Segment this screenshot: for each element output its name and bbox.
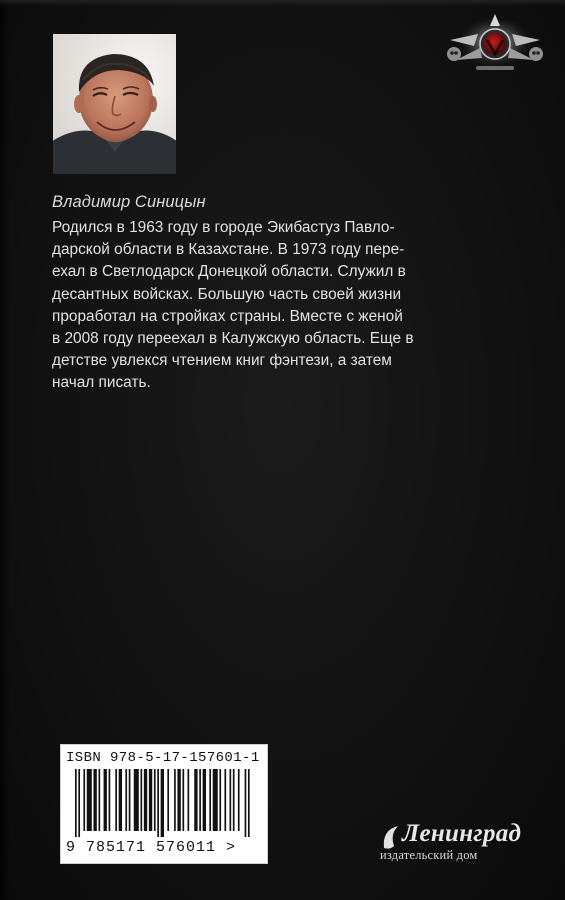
top-edge	[0, 0, 565, 6]
barcode-bar	[119, 769, 122, 831]
barcode-bar	[83, 769, 85, 831]
bio-line: начал писать.	[52, 374, 151, 392]
barcode-bar	[149, 769, 152, 831]
author-bio	[52, 217, 522, 395]
barcode-bar	[154, 769, 156, 831]
barcode-bar	[199, 769, 201, 831]
bio-line: ехал в Светлодарск Донецкой области. Служил в	[52, 263, 406, 281]
barcode-bar	[203, 769, 206, 831]
author-name: Владимир Синицын	[52, 193, 206, 211]
barcode-bar	[144, 769, 147, 831]
barcode-bar	[161, 769, 164, 837]
barcode-bar	[233, 769, 235, 831]
bio-line: Родился в 1963 году в городе Экибастуз Павло-	[52, 219, 395, 236]
barcode-bar	[140, 769, 142, 831]
barcode-number: 9 785171 576011 >	[66, 839, 237, 856]
barcode-bar	[188, 769, 190, 831]
publisher-name: Ленинград	[402, 820, 522, 847]
barcode-bar	[125, 769, 127, 831]
barcode-bar	[224, 769, 226, 831]
barcode-bar	[209, 769, 211, 831]
publisher-subtitle: издательский дом	[380, 848, 478, 862]
barcode-bar	[78, 769, 80, 837]
barcode-bar	[182, 769, 184, 831]
bio-line: детстве увлекся чтением книг фэнтези, а затем	[52, 352, 392, 370]
barcode-bar	[213, 769, 218, 831]
isbn-label: ISBN 978-5-17-157601-1	[66, 750, 260, 766]
barcode-bar	[104, 769, 107, 831]
barcode-bar	[167, 769, 169, 831]
barcode-bar	[109, 769, 111, 831]
barcode-bar	[129, 769, 131, 831]
barcode-bar	[229, 769, 231, 831]
barcode-bar	[99, 769, 101, 831]
bio-line: в 2008 году переехал в Калужскую область. Еще в	[52, 330, 414, 348]
barcode-bar	[174, 769, 176, 831]
barcode-bar	[248, 769, 250, 837]
bio-line: проработал на стройках страны. Вместе с женой	[52, 307, 403, 325]
barcode-bar	[87, 769, 92, 831]
barcode-bar	[75, 769, 77, 837]
spine-shadow	[0, 0, 10, 900]
author-photo	[53, 34, 176, 174]
barcode-bar	[93, 769, 96, 831]
bio-line: десантных войсках. Большую часть своей жизни	[52, 285, 402, 303]
series-emblem-icon	[440, 10, 550, 82]
bio-line: дарской области в Казахстане. В 1973 году пере-	[52, 241, 405, 259]
barcode-bars	[75, 769, 253, 837]
barcode-bar	[134, 769, 139, 831]
barcode-bar	[238, 769, 240, 831]
barcode-bar	[219, 769, 221, 831]
barcode-bar	[177, 769, 180, 831]
barcode-bar	[115, 769, 117, 831]
isbn-barcode	[60, 744, 268, 864]
barcode-bar	[194, 769, 197, 831]
barcode-bar	[157, 769, 159, 837]
barcode-bar	[245, 769, 247, 837]
publisher-logo	[380, 820, 540, 870]
